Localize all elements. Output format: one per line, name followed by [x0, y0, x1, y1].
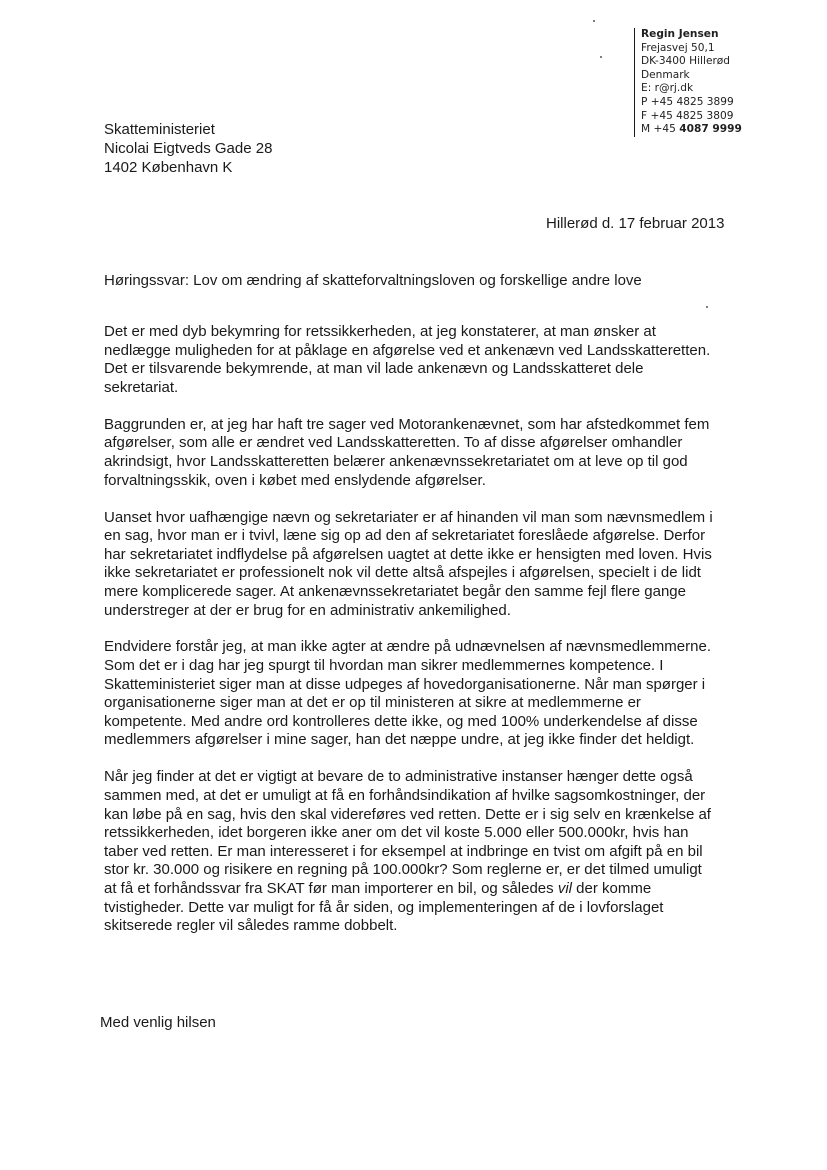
paragraph-line: kompetente. Med andre ord kontrolleres dette ikke, og med 100% underkendelse af disse	[104, 712, 698, 730]
sender-mobile-number: 4087 9999	[679, 123, 742, 136]
paragraph-line: mere komplicerede sager. At ankenævnssekretariatet begår den samme fejl flere gange	[104, 582, 686, 600]
recipient-name: Skatteministeriet	[104, 121, 215, 138]
paragraph-line: understreger at der er brug for en administrativ ankemilighed.	[104, 601, 511, 619]
paragraph-4	[104, 638, 724, 750]
scan-speck	[706, 306, 708, 308]
paragraph-line: taber ved retten. Er man interesseret i for eksempel at indbringe en tvist om afgift på en bil	[104, 842, 703, 860]
paragraph-line-segment: der komme	[572, 880, 652, 897]
paragraph-line: afgørelser, som alle er ændret ved Landsskatteretten. To af disse afgørelser omhandler	[104, 434, 683, 452]
sender-postal-line: DK-3400 Hillerød	[641, 55, 731, 68]
sender-mobile-prefix: M +45	[641, 123, 680, 136]
recipient-address	[104, 120, 272, 177]
sender-block	[634, 28, 791, 137]
paragraph-line-segment: at få et forhåndssvar fra SKAT før man importerer en bil, og således	[104, 880, 554, 897]
scan-speck	[593, 20, 595, 22]
sender-mobile	[641, 123, 791, 137]
paragraph-3	[104, 509, 724, 621]
recipient-street: Nicolai Eigtveds Gade 28	[104, 140, 273, 157]
paragraph-line: skitserede regler vil således ramme dobbelt.	[104, 917, 398, 935]
sender-fax: F +45 4825 3809	[641, 109, 734, 122]
sender-country: Denmark	[641, 68, 690, 81]
sender-phone: P +45 4825 3899	[641, 95, 734, 108]
italic-word: vil	[557, 880, 572, 897]
paragraph-line: Som det er i dag har jeg spurgt til hvordan man sikrer medlemmernes kompetence. I	[104, 657, 664, 675]
paragraph-line: kan løbe på en sag, hvis den skal videreføres ved retten. Dette er i sig selv en krænkelse af	[104, 805, 711, 823]
paragraph-line: ikke sekretariatet er professionelt nok vil dette altså afspejles i afgørelsen, specielt i de lidt	[104, 564, 701, 582]
paragraph-line: sekretariat.	[104, 378, 179, 396]
paragraph-line: Det er med dyb bekymring for retssikkerheden, at jeg konstaterer, at man ønsker at	[104, 323, 656, 340]
paragraph-line: sammen med, at det er umuligt at få en forhåndsindikation af hvilke sagsomkostninger, der	[104, 787, 706, 805]
paragraph-line: Skatteministeriet siger man at disse udpeges af hovedorganisationerne. Når man spørger i	[104, 675, 706, 693]
paragraph-line: retssikkerheden, idet borgeren ikke aner om det vil koste 5.000 eller 500.000kr, hvis han	[104, 824, 689, 842]
scan-speck	[600, 56, 602, 58]
paragraph-line-with-italic	[104, 880, 724, 899]
paragraph-5	[104, 768, 724, 935]
letter-date: Hillerød d. 17 februar 2013	[546, 215, 725, 232]
sender-address-line: Frejasvej 50,1	[641, 41, 715, 54]
paragraph-2	[104, 416, 724, 490]
paragraph-line: medlemmers afgørelser i mine sager, han det næppe undre, at jeg ikke finder det heldigt.	[104, 731, 695, 749]
sender-name: Regin Jensen	[641, 28, 719, 40]
paragraph-line: Endvidere forstår jeg, at man ikke agter at ændre på udnævnelsen af nævnsmedlemmerne.	[104, 638, 711, 656]
letter-closing: Med venlig hilsen	[100, 1014, 216, 1031]
paragraph-line: nedlægge muligheden for at påklage en afgørelse ved et ankenævn ved Landsskatteretten.	[104, 341, 711, 359]
letter-subject: Høringssvar: Lov om ændring af skatteforvaltningsloven og forskellige andre love	[104, 272, 642, 289]
paragraph-line: forvaltningsskik, oven i købet med enslydende afgørelser.	[104, 471, 486, 489]
paragraph-line: Baggrunden er, at jeg har haft tre sager ved Motorankenævnet, som har afstedkommet fem	[104, 415, 710, 433]
paragraph-line: stor kr. 30.000 og risikere en regning på 100.000kr? Som reglerne er, er det tilmed umuligt	[104, 861, 702, 879]
paragraph-line: Når jeg finder at det er vigtigt at bevare de to administrative instanser hænger dette også	[104, 768, 693, 786]
paragraph-line: en sag, hvor man er i tvivl, læne sig op ad den af sekretariatet foreslåede afgørelse. Derfor	[104, 527, 706, 545]
sender-email: E: r@rj.dk	[641, 82, 694, 95]
paragraph-line: har sekretariatet indflydelse på afgørelsen uagtet at dette ikke er hensigten med loven. Hvis	[104, 545, 712, 563]
letter-body	[104, 323, 724, 954]
paragraph-line: akrindsigt, hvor Landsskatteretten belærer ankenævnssekretariatet om at leve op til god	[104, 452, 688, 470]
paragraph-line: tvistigheder. Dette var muligt for få år siden, og implementeringen af de i lovforslaget	[104, 898, 664, 916]
paragraph-1	[104, 323, 724, 397]
paragraph-line: Det er tilsvarende bekymrende, at man vil lade ankenævn og Landsskatteret dele	[104, 360, 644, 378]
paragraph-line: Uanset hvor uafhængige nævn og sekretariater er af hinanden vil man som nævnsmedlem i	[104, 508, 713, 526]
paragraph-line: organisationerne siger man at det er op til ministeren at sikre at medlemmerne er	[104, 694, 641, 712]
recipient-city: 1402 København K	[104, 159, 233, 176]
